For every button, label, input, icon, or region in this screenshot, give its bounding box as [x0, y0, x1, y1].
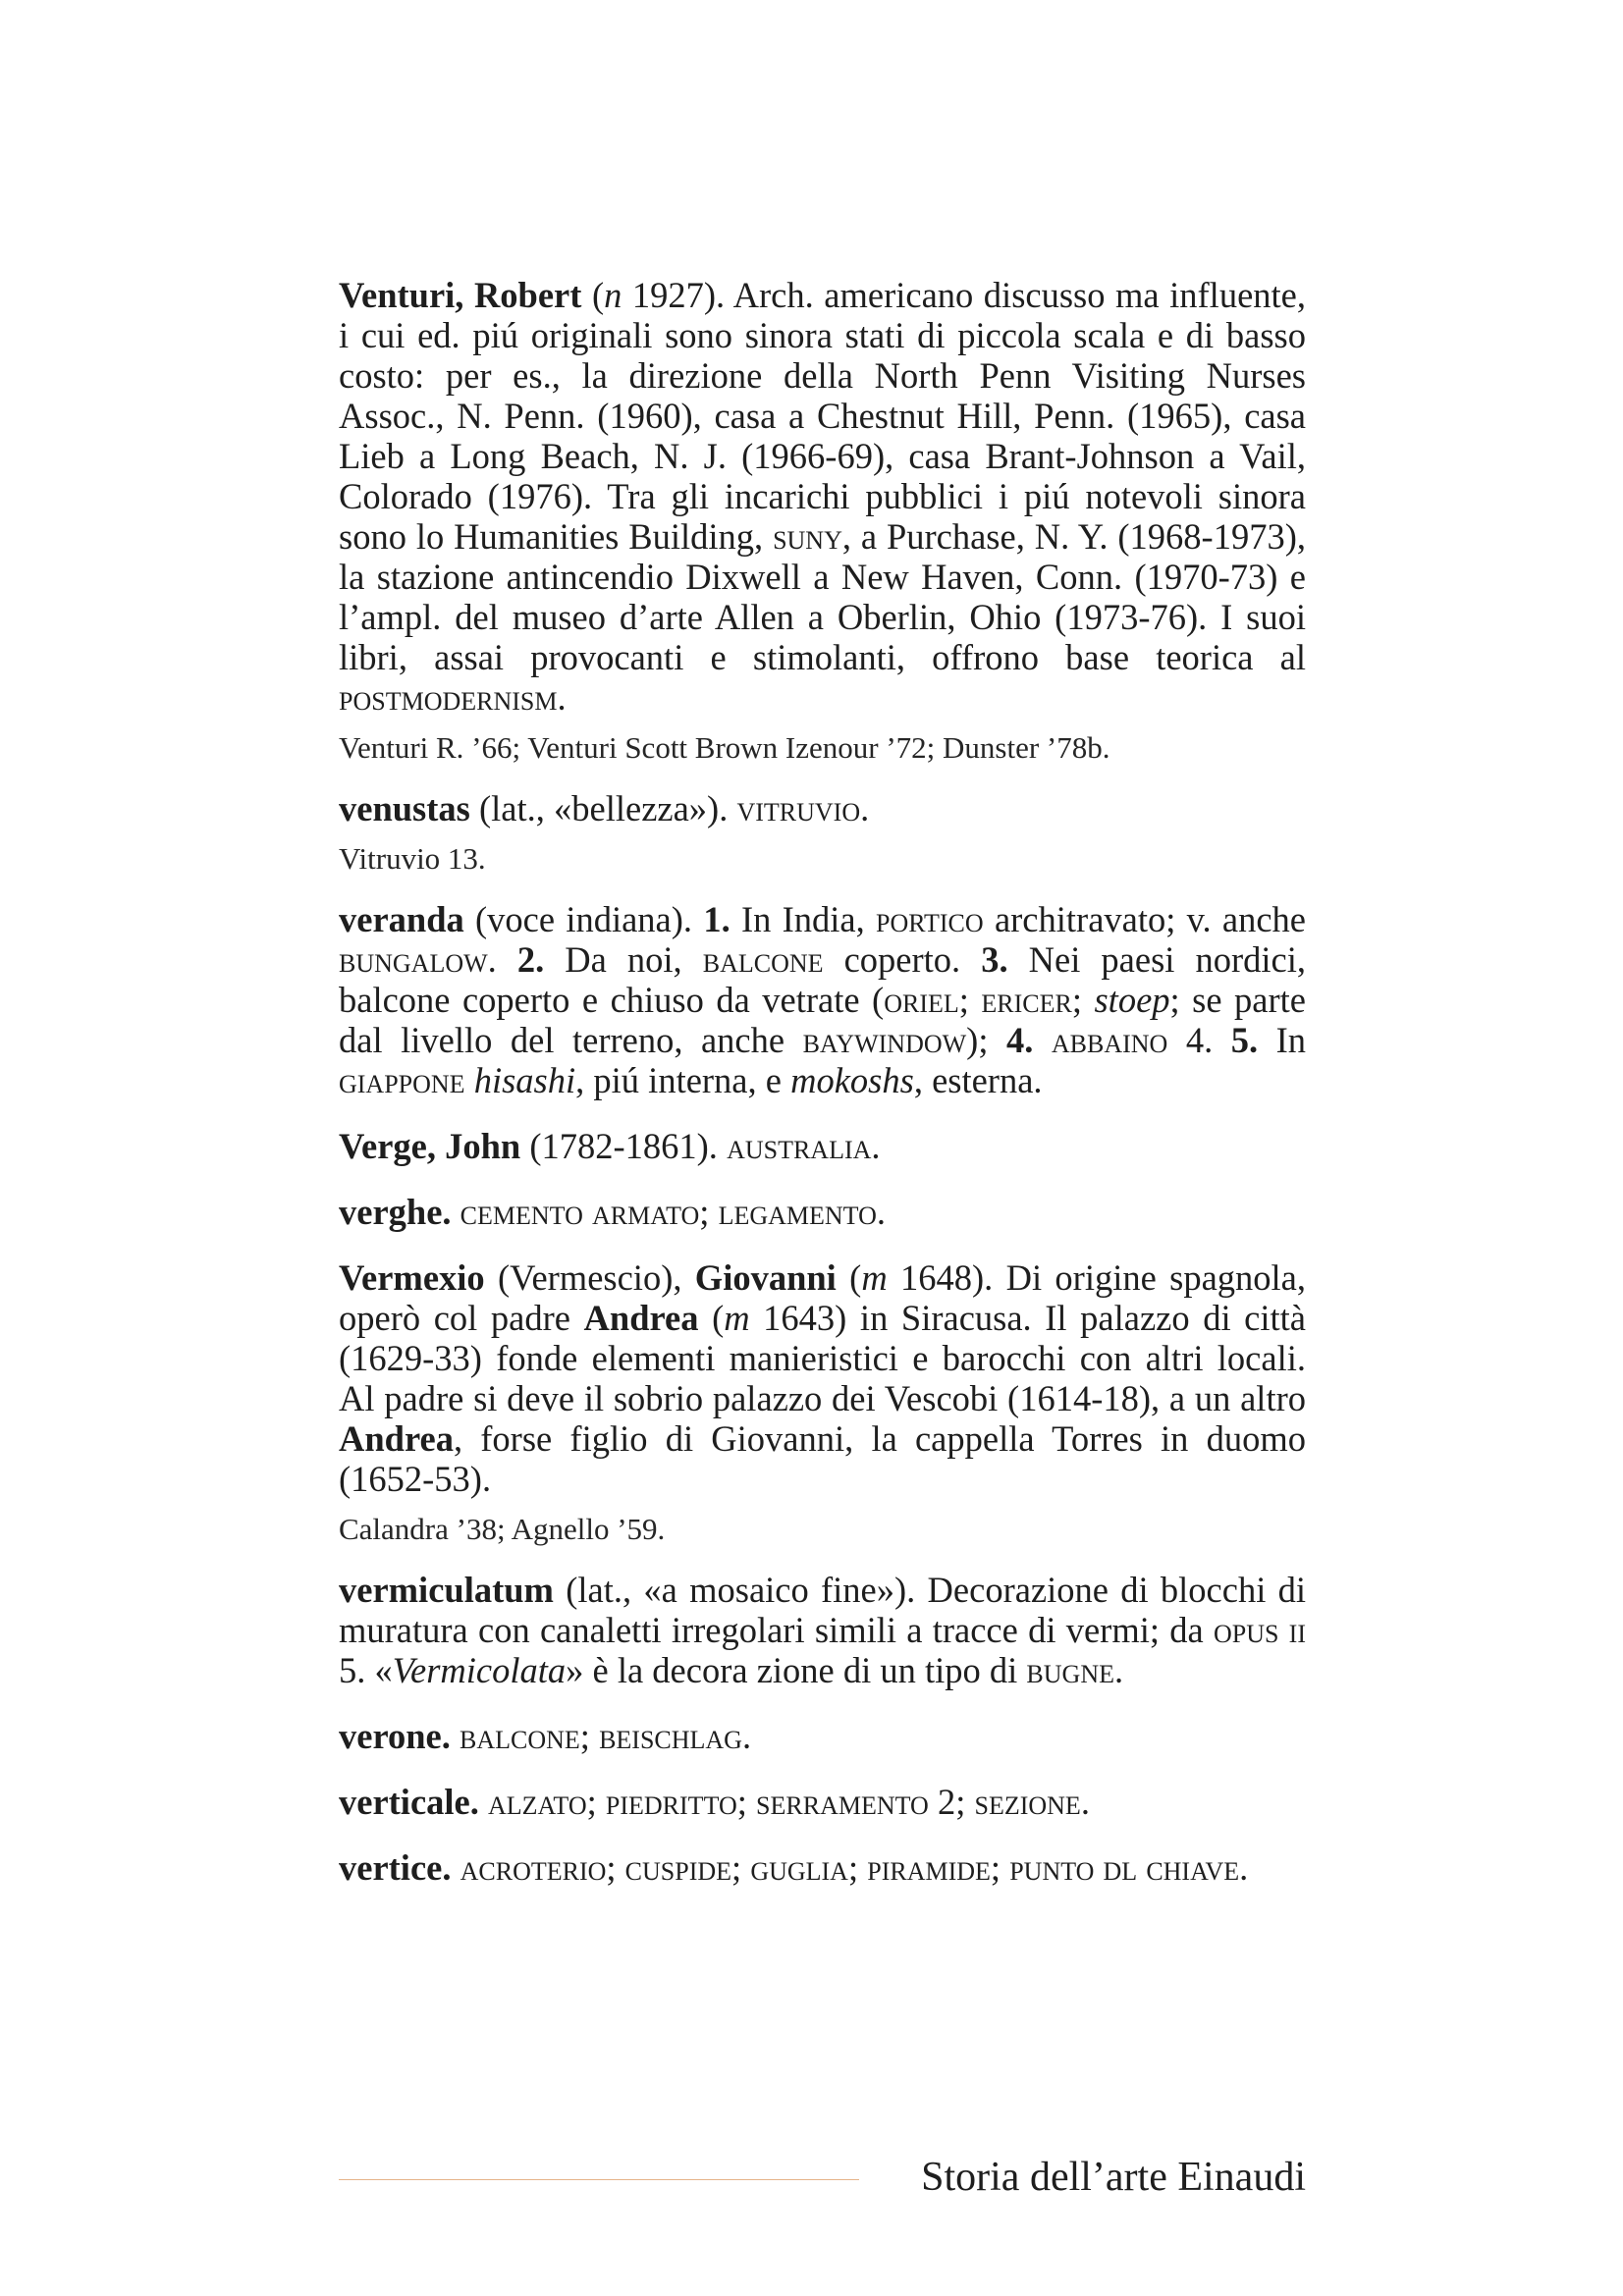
bibliography-reference: Vitruvio 13.	[339, 841, 486, 876]
cross-reference: acroterio	[460, 1847, 607, 1888]
entry-text: (	[836, 1257, 862, 1298]
cross-reference: piramide	[867, 1847, 991, 1888]
dictionary-entry	[339, 899, 1306, 1100]
entry-text: In	[1258, 1020, 1307, 1060]
cross-reference: oriel	[884, 980, 959, 1020]
entry-text: ;	[606, 1847, 625, 1888]
entry-text: , esterna.	[913, 1060, 1043, 1100]
entry-headword: Giovanni	[694, 1257, 837, 1298]
entry-text: ;	[736, 1782, 757, 1822]
entry-headword: verghe.	[339, 1192, 452, 1232]
cross-reference: australia	[727, 1126, 872, 1166]
entry-text	[451, 1716, 460, 1756]
dictionary-entry	[339, 1716, 1306, 1756]
cross-reference: beischlag	[599, 1716, 742, 1756]
entry-headword: 3.	[981, 939, 1008, 980]
entry-headword: 5.	[1230, 1020, 1259, 1060]
cross-reference: giappone	[339, 1060, 465, 1100]
entry-headword: Andrea	[583, 1298, 699, 1338]
entry-text: (1782-1861).	[520, 1126, 728, 1166]
dictionary-entry	[339, 1570, 1306, 1690]
entry-text: , a Purchase, N. Y. (1968-1973), la stazione antincendio Dixwell a New Haven, Conn. (1970-73) e l’ampl. del museo d’arte Allen a Oberlin, Ohio (1973-76). I suoi libri, assai provocanti e stimolanti, offrono base teorica al	[339, 516, 1306, 677]
entry-text: ;	[990, 1847, 1010, 1888]
entry-text: .	[487, 939, 517, 980]
entry-text: Da noi,	[544, 939, 703, 980]
entry-text: );	[966, 1020, 1006, 1060]
entry-italic: n	[604, 275, 622, 315]
cross-reference: punto dl chiave	[1009, 1847, 1240, 1888]
cross-reference: cemento armato	[460, 1192, 700, 1232]
dictionary-entry	[339, 1126, 1306, 1166]
entry-text: ;	[731, 1847, 751, 1888]
entry-headword: 1.	[703, 899, 730, 939]
entry-text: 4.	[1167, 1020, 1231, 1060]
entry-text: .	[871, 1126, 881, 1166]
entry-text: Nei paesi nordici, balcone coperto e chiuso da vetrate (	[339, 939, 1306, 1020]
entry-text: architravato; v. anche	[983, 899, 1306, 939]
dictionary-entry	[339, 1847, 1306, 1888]
cross-reference: vitruvio	[736, 788, 861, 828]
entry-text: (	[581, 275, 605, 315]
cross-reference: serramento	[756, 1782, 929, 1822]
entry-text	[1033, 1020, 1052, 1060]
entry-text: ;	[1071, 980, 1095, 1020]
entry-italic: hisashi	[473, 1060, 576, 1100]
entry-text: .	[876, 1192, 886, 1232]
entry-text: 1643) in Siracusa. Il palazzo di città (1629-33) fonde elementi manieristici e barocchi con altri locali. Al padre si deve il sobrio palazzo dei Vescobi (1614-18), a un altro	[339, 1298, 1306, 1418]
entry-text: ;	[847, 1847, 868, 1888]
entry-text: .	[860, 788, 870, 828]
cross-reference: postmodernism	[339, 677, 558, 718]
entry-headword: Vermexio	[339, 1257, 485, 1298]
entry-headword: venustas	[339, 788, 470, 828]
entry-text: (lat., «bellezza»).	[469, 788, 737, 828]
dictionary-entry	[339, 1782, 1306, 1822]
entry-text: 2;	[928, 1782, 975, 1822]
entry-headword: Andrea	[339, 1418, 454, 1459]
entry-headword: vertice.	[339, 1847, 452, 1888]
cross-reference: alzato	[488, 1782, 587, 1822]
entry-text: .	[1080, 1782, 1090, 1822]
dictionary-entry	[339, 1192, 1306, 1232]
dictionary-entry	[339, 275, 1306, 718]
entry-text	[479, 1782, 488, 1822]
cross-reference: ericer	[981, 980, 1072, 1020]
entry-text: .	[1113, 1650, 1124, 1690]
entry-headword: verticale.	[339, 1782, 479, 1822]
entry-text: In India,	[730, 899, 876, 939]
entry-text	[452, 1192, 460, 1232]
entry-italic: mokoshs	[790, 1060, 914, 1100]
cross-reference: abbaino	[1051, 1020, 1168, 1060]
cross-reference: opus ii	[1213, 1610, 1306, 1650]
entry-text: (Vermescio),	[484, 1257, 695, 1298]
cross-reference: cuspide	[624, 1847, 732, 1888]
entry-headword: Verge, John	[339, 1126, 521, 1166]
entry-text: ;	[579, 1716, 600, 1756]
cross-reference: bugne	[1026, 1650, 1114, 1690]
cross-reference: piedritto	[605, 1782, 737, 1822]
dictionary-entry	[339, 1257, 1306, 1499]
cross-reference: bungalow	[339, 939, 488, 980]
footer-rule	[339, 2179, 859, 2180]
entry-text: » è la decora zione di un tipo di	[566, 1650, 1027, 1690]
entry-text: .	[557, 677, 567, 718]
cross-reference: balcone	[702, 939, 824, 980]
entry-headword: veranda	[339, 899, 464, 939]
cross-reference: sezione	[974, 1782, 1081, 1822]
entry-text: 1927). Arch. americano discusso ma influente, i cui ed. piú originali sono sinora stati di piccola scala e di basso costo: per es., la direzione della North Penn Visiting Nurses Assoc., N. Penn. (1960), casa a Chestnut Hill, Penn. (1965), casa Lieb a Long Beach, N. J. (1966-69), casa Brant-Johnson a Vail, Colorado (1976). Tra gli incarichi pubblici i piú notevoli sinora sono lo Humanities Building,	[339, 275, 1306, 557]
entry-italic: Vermicolata	[392, 1650, 567, 1690]
entry-text: .	[741, 1716, 752, 1756]
entry-headword: 2.	[516, 939, 545, 980]
entry-text: , forse figlio di Giovanni, la cappella Torres in duomo (1652-53).	[339, 1418, 1306, 1499]
page-footer	[339, 2150, 1306, 2205]
cross-reference: portico	[876, 899, 984, 939]
entry-text: (lat., «a mosaico fine»). Decorazione di blocchi di muratura con canaletti irregolari simili a tracce di vermi; da	[339, 1570, 1306, 1650]
entry-headword: vermiculatum	[339, 1570, 554, 1610]
entry-text: ; se parte dal livello del terreno, anche	[339, 980, 1306, 1060]
entry-headword: verone.	[339, 1716, 451, 1756]
dictionary-entry	[339, 788, 1306, 828]
cross-reference: baywindow	[802, 1020, 967, 1060]
bibliography-reference: Venturi R. ’66; Venturi Scott Brown Izenour ’72; Dunster ’78b.	[339, 730, 1110, 765]
entry-text: (voce indiana).	[463, 899, 704, 939]
cross-reference: legamento	[718, 1192, 877, 1232]
entry-text: 1648). Di origine spagnola, operò col padre	[339, 1257, 1306, 1338]
entry-text: coperto.	[823, 939, 982, 980]
entry-text: 5. «	[339, 1650, 393, 1690]
entry-headword: Venturi, Robert	[339, 275, 582, 315]
entry-text: ;	[958, 980, 982, 1020]
entry-list	[339, 275, 1306, 1888]
cross-reference: balcone	[460, 1716, 580, 1756]
entry-italic: m	[861, 1257, 888, 1298]
cross-reference: guglia	[750, 1847, 848, 1888]
entry-italic: m	[724, 1298, 750, 1338]
footer-publisher: Storia dell’arte Einaudi	[921, 2155, 1306, 2200]
entry-text: .	[1239, 1847, 1249, 1888]
entry-text: (	[698, 1298, 725, 1338]
entry-text: ;	[699, 1192, 719, 1232]
bibliography-reference: Calandra ’38; Agnello ’59.	[339, 1512, 666, 1546]
entry-text: , piú interna, e	[575, 1060, 791, 1100]
entry-headword: 4.	[1005, 1020, 1034, 1060]
entry-text	[465, 1060, 474, 1100]
entry-text	[451, 1847, 460, 1888]
entry-italic: stoep	[1094, 980, 1170, 1020]
dictionary-page	[339, 275, 1306, 1888]
entry-text: ;	[586, 1782, 606, 1822]
cross-reference: suny	[773, 516, 842, 557]
